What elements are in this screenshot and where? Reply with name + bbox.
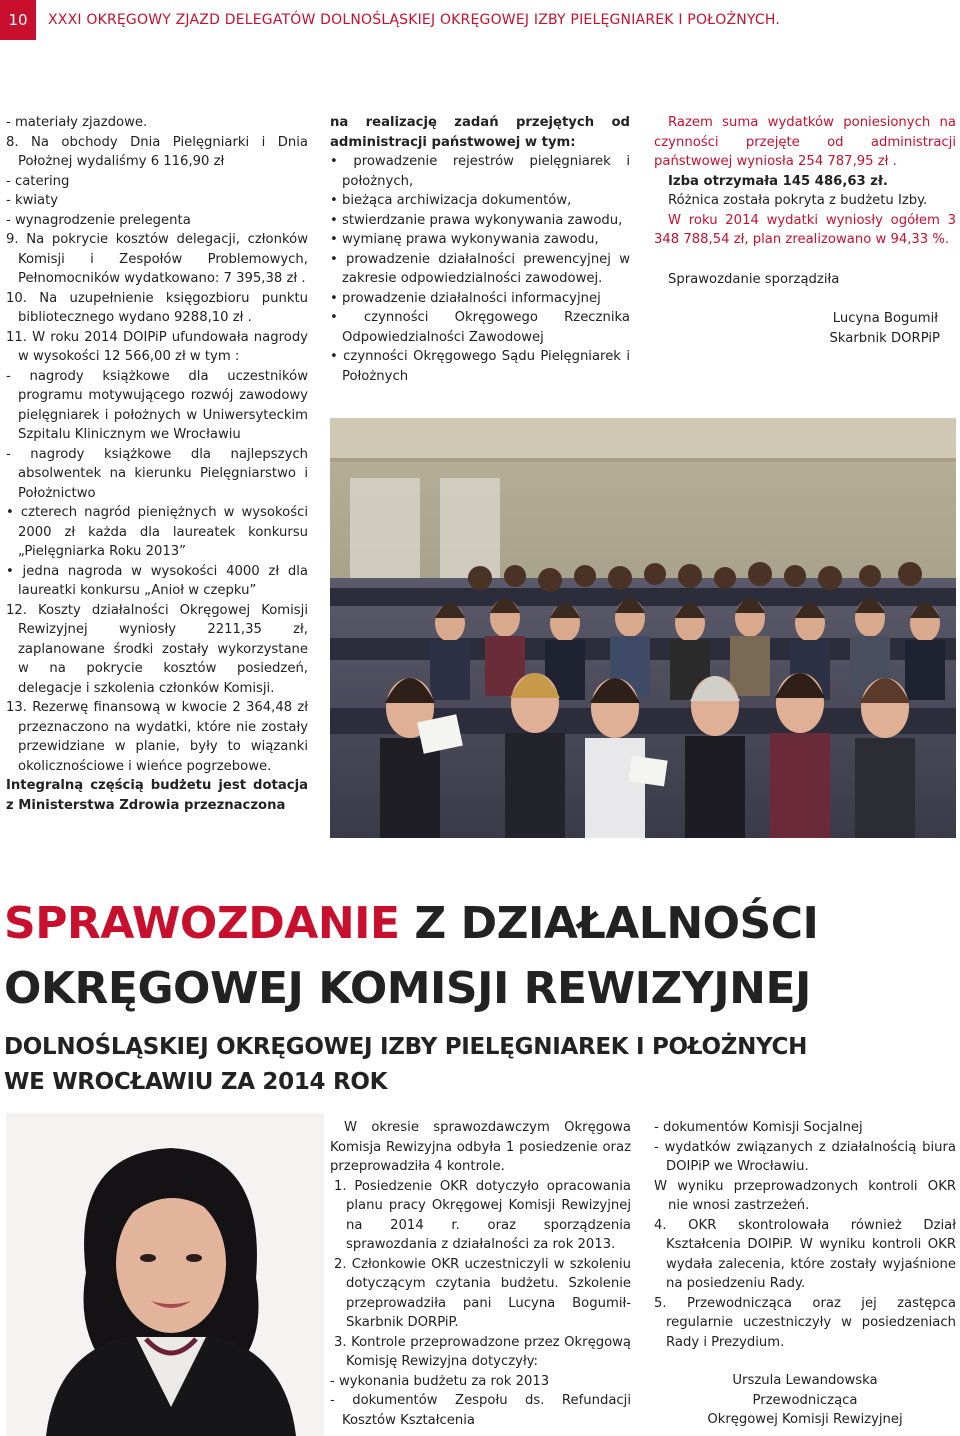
bullet-item: • bieżąca archiwizacja dokumentów, (330, 193, 572, 208)
list-item: 5. Przewodnicząca oraz jej zastępca regularnie uczestniczyły w posiedzeniach Rady i Prezydium. (654, 1295, 956, 1350)
page-header (0, 0, 960, 40)
signature-role: Przewodnicząca (752, 1392, 858, 1408)
report-title-rest: Z DZIAŁALNOŚCI (414, 898, 819, 949)
bullet-item: • stwierdzanie prawa wykonywania zawodu, (330, 212, 623, 228)
para: - kwiaty (6, 193, 59, 208)
portrait-photo (6, 1113, 324, 1436)
column-3 (654, 113, 956, 348)
para: - wykonania budżetu za rok 2013 (330, 1373, 550, 1389)
report-title-line-1 (4, 898, 818, 949)
para: 9. Na pokrycie kosztów delegacji, członków Komisji i Zespołów Problemowych, Pełnomocników wydatkowano: 7 395,38 zł . (6, 232, 308, 286)
bullet-item: • prowadzenie działalności prewencyjnej w zakresie odpowiedzialności zawodowej. (330, 251, 630, 286)
bullet-item: • prowadzenie działalności informacyjnej (330, 290, 601, 306)
bullet-item: • czynności Okręgowego Sądu Pielęgniarek i Położnych (330, 349, 630, 384)
para: W wyniku przeprowadzonych kontroli OKR nie wnosi zastrzeżeń. (654, 1178, 956, 1213)
para: 12. Koszty działalności Okręgowej Komisji Rewizyjnej wyniosły 2211,35 zł, zaplanowane środki zostały wykorzystane w na pokrycie kosztów posiedzeń, delegacje i szkolenia członków Komisji. (6, 602, 308, 696)
bullet-item: • jedna nagroda w wysokości 4000 zł dla laureatki konkursu „Anioł w czepku” (6, 563, 308, 598)
para: - dokumentów Komisji Socjalnej (654, 1120, 863, 1135)
para: Sprawozdanie sporządziła (668, 271, 840, 287)
signature-role: Skarbnik DORPiP (829, 330, 940, 346)
para: - nagrody książkowe dla uczestników programu motywującego rozwój zawodowy pielęgniarek i położnych w Uniwersyteckim Szpitalu Klinicznym we Wrocławiu (6, 368, 308, 442)
bold-para: na realizację zadań przejętych od administracji państwowej w tym: (330, 115, 630, 150)
conference-audience-photo (330, 418, 956, 838)
para: Różnica została pokryta z budżetu Izby. (668, 193, 928, 208)
bullet-item: • wymianę prawa wykonywania zawodu, (330, 232, 599, 247)
report-subtitle-line-1: DOLNOŚLĄSKIEJ OKRĘGOWEJ IZBY PIELĘGNIAREK I POŁOŻNYCH (4, 1034, 808, 1060)
para: - catering (6, 173, 70, 189)
list-item: 1. Posiedzenie OKR dotyczyło opracowania planu pracy Okręgowej Komisji Rewizyjnej na 2014 r. oraz sporządzenia sprawozdania z działalności za rok 2013. (334, 1178, 631, 1252)
para: - materiały zjazdowe. (6, 115, 148, 130)
report-title-accent: SPRAWOZDANIE (4, 898, 400, 949)
signature-name: Urszula Lewandowska (732, 1373, 878, 1388)
para: - dokumentów Zespołu ds. Refundacji Kosztów Kształcenia (330, 1393, 631, 1428)
page-number: 10 (0, 0, 36, 40)
column-2 (330, 113, 630, 386)
list-item: 3. Kontrole przeprowadzone przez Okręgową Komisję Rewizyjna dotyczyły: (334, 1334, 631, 1369)
bold-para: Integralną częścią budżetu jest dotacja z Ministerstwa Zdrowia przeznaczona (6, 778, 308, 813)
signature-role: Okręgowej Komisji Rewizyjnej (707, 1412, 903, 1427)
bold-para: Izba otrzymała 145 486,63 zł. (668, 173, 888, 189)
list-item: 2. Członkowie OKR uczestniczyli w szkoleniu dotyczącym czytania budżetu. Szkolenie przeprowadziła pani Lucyna Bogumił- Skarbnik DORPiP. (334, 1256, 631, 1330)
para: - wydatków związanych z działalnością biura DOIPiP we Wrocławiu. (654, 1139, 956, 1174)
para: 10. Na uzupełnienie księgozbioru punktu bibliotecznego wydano 9288,10 zł . (6, 290, 308, 325)
header-title: XXXI OKRĘGOWY ZJAZD DELEGATÓW DOLNOŚLĄSKIEJ OKRĘGOWEJ IZBY PIELĘGNIAREK I POŁOŻNYCH. (48, 12, 781, 28)
para: 11. W roku 2014 DOIPiP ufundowała nagrody w wysokości 12 566,00 zł w tym : (6, 329, 308, 364)
bullet-item: • czynności Okręgowego Rzecznika Odpowiedzialności Zawodowej (330, 310, 630, 345)
bullet-item: • prowadzenie rejestrów pielęgniarek i położnych, (330, 154, 630, 189)
list-item: 4. OKR skontrolowała również Dział Kształcenia DOIPiP. W wyniku kontroli OKR wydała zalecenia, które zostały wyjaśnione na posiedzeniu Rady. (654, 1217, 956, 1291)
para: 13. Rezerwę finansową w kwocie 2 364,48 zł przeznaczono na wydatki, które nie zostały przewidziane w planie, były to wiązanki okolicznościowe i wieńce pogrzebowe. (6, 700, 308, 774)
column-4 (330, 1118, 631, 1430)
para: - wynagrodzenie prelegenta (6, 212, 191, 228)
para: 8. Na obchody Dnia Pielęgniarki i Dnia Położnej wydaliśmy 6 116,90 zł (6, 134, 308, 169)
para: W roku 2014 wydatki wyniosły ogółem 3 348 788,54 zł, plan zrealizowano w 94,33 %. (654, 212, 956, 247)
report-title-line-2: OKRĘGOWEJ KOMISJI REWIZYJNEJ (4, 963, 811, 1014)
para: - nagrody książkowe dla najlepszych absolwentek na kierunku Pielęgniarstwo i Położnictwo (6, 446, 308, 501)
bullet-item: • czterech nagród pieniężnych w wysokości 2000 zł każda dla laureatek konkursu „Pielęgniarka Roku 2013” (6, 505, 308, 559)
column-1 (6, 113, 308, 815)
para: Razem suma wydatków poniesionych na czynności przejęte od administracji państwowej wyniosła 254 787,95 zł . (654, 115, 956, 169)
column-5 (654, 1118, 956, 1430)
para: W okresie sprawozdawczym Okręgowa Komisja Rewizyjna odbyła 1 posiedzenie oraz przeprowadziła 4 kontrole. (330, 1120, 631, 1174)
report-subtitle-line-2: WE WROCŁAWIU ZA 2014 ROK (4, 1069, 388, 1095)
signature-name: Lucyna Bogumił (832, 311, 938, 326)
